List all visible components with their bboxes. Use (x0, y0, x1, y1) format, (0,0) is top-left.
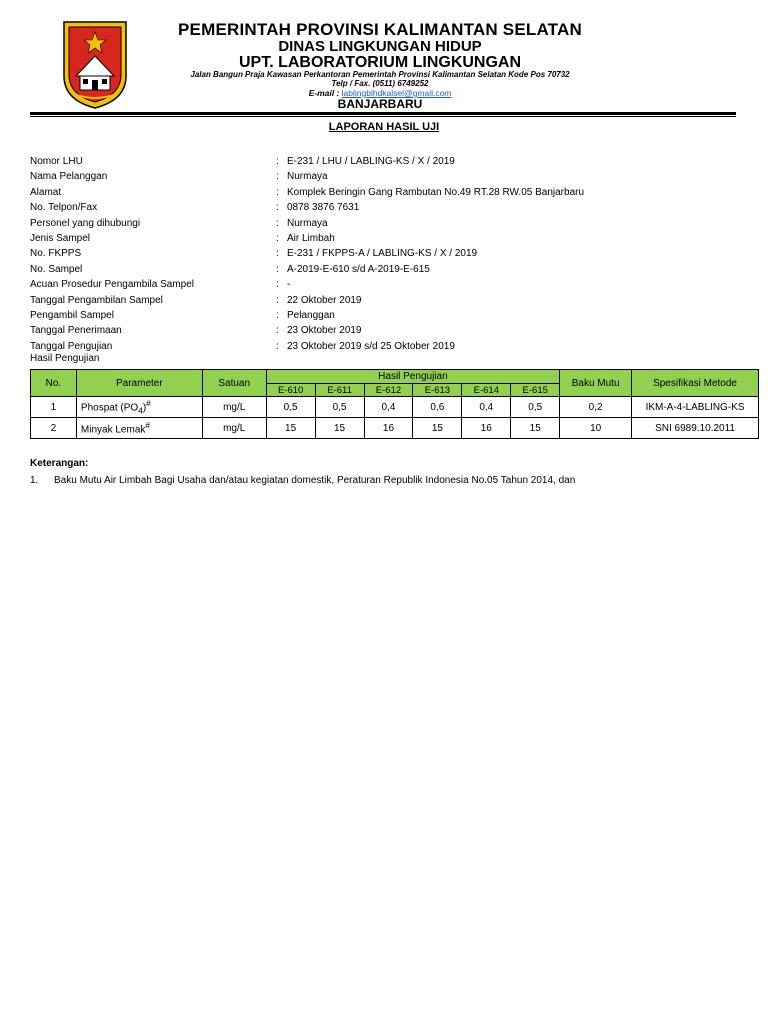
header-government: PEMERINTAH PROVINSI KALIMANTAN SELATAN (178, 20, 582, 39)
parameter-mark: # (146, 398, 151, 409)
info-colon: : (276, 217, 279, 229)
info-label: No. FKPPS (30, 248, 82, 260)
cell-value: 0,5 (266, 397, 315, 418)
cell-parameter (76, 418, 202, 439)
cell-value: 15 (511, 418, 560, 439)
info-colon: : (276, 325, 279, 337)
cell-parameter (76, 397, 202, 418)
info-colon: : (276, 279, 279, 291)
header-unit: UPT. LABORATORIUM LINGKUNGAN (238, 54, 522, 71)
header-department: DINAS LINGKUNGAN HIDUP (278, 38, 482, 55)
info-label: Pengambil Sampel (30, 309, 114, 321)
info-colon: : (276, 232, 279, 244)
info-value: Air Limbah (287, 232, 335, 244)
info-label: Tanggal Penerimaan (30, 325, 122, 337)
header-divider-thin (30, 116, 736, 117)
parameter-mark: # (145, 420, 151, 431)
table-row (31, 418, 759, 439)
info-value: - (287, 279, 291, 291)
header-email-label: E-mail : (308, 88, 342, 98)
info-value: 23 Oktober 2019 (287, 325, 362, 337)
header-hasil-pengujian: Hasil Pengujian (266, 370, 560, 384)
cell-spesifikasi: IKM-A-4-LABLING-KS (632, 397, 759, 418)
info-value: Pelanggan (287, 309, 335, 321)
results-label: Hasil Pengujian (30, 353, 100, 364)
header-no: No. (31, 370, 77, 397)
cell-unit: mg/L (202, 418, 266, 439)
info-colon: : (276, 248, 279, 260)
header-sample: E-614 (462, 384, 511, 397)
cell-no: 1 (31, 397, 77, 418)
cell-value: 0,6 (413, 397, 462, 418)
cell-baku-mutu: 0,2 (560, 397, 632, 418)
notes-heading: Keterangan: (30, 458, 89, 469)
info-colon: : (276, 309, 279, 321)
info-colon: : (276, 186, 279, 198)
note-number: 1. (30, 475, 39, 486)
header-parameter: Parameter (76, 370, 202, 397)
info-colon: : (276, 340, 279, 352)
cell-value: 0,5 (511, 397, 560, 418)
cell-no: 2 (31, 418, 77, 439)
info-label: Acuan Prosedur Pengambila Sampel (30, 279, 194, 291)
header-sample: E-613 (413, 384, 462, 397)
info-label: No. Sampel (30, 263, 83, 275)
header-satuan: Satuan (202, 370, 266, 397)
info-value: A-2019-E-610 s/d A-2019-E-615 (287, 263, 430, 275)
info-value: Nurmaya (287, 171, 328, 183)
info-label: Nomor LHU (30, 156, 83, 167)
note-item (30, 475, 575, 486)
cell-value: 0,4 (462, 397, 511, 418)
info-value: Komplek Beringin Gang Rambutan No.49 RT.28 RW.05 Banjarbaru (287, 186, 585, 198)
header-sample: E-615 (511, 384, 560, 397)
cell-value: 15 (266, 418, 315, 439)
parameter-name: Minyak Lemak (80, 424, 146, 436)
cell-value: 15 (315, 418, 364, 439)
info-value: E-231 / FKPPS-A / LABLING-KS / X / 2019 (287, 248, 478, 260)
cell-spesifikasi: SNI 6989.10.2011 (632, 418, 759, 439)
header-sample: E-610 (266, 384, 315, 397)
header-city: BANJARBARU (337, 97, 423, 111)
cell-value: 15 (413, 418, 462, 439)
cell-baku-mutu: 10 (560, 418, 632, 439)
letterhead (0, 0, 768, 120)
cell-value: 0,4 (364, 397, 413, 418)
info-colon: : (276, 156, 279, 167)
info-label: Personel yang dihubungi (30, 217, 141, 229)
cell-value: 0,5 (315, 397, 364, 418)
header-email-link[interactable]: lablingblhdkalsel@gmail.com (341, 88, 452, 98)
header-baku-mutu: Baku Mutu (560, 370, 632, 397)
header-spesifikasi-metode: Spesifikasi Metode (632, 370, 759, 397)
info-colon: : (276, 263, 279, 275)
info-label: Alamat (30, 186, 62, 198)
info-value: E-231 / LHU / LABLING-KS / X / 2019 (287, 156, 455, 167)
info-label: Jenis Sampel (30, 232, 91, 244)
info-colon: : (276, 171, 279, 183)
info-label: No. Telpon/Fax (30, 202, 98, 214)
table-row (31, 397, 759, 418)
info-value: 23 Oktober 2019 s/d 25 Oktober 2019 (287, 340, 455, 352)
info-label: Nama Pelanggan (30, 171, 108, 183)
parameter-name: Phospat (PO (80, 402, 139, 414)
header-address: Jalan Bangun Praja Kawasan Perkantoran Pemerintah Provinsi Kalimantan Selatan Kode Pos 70732 (190, 70, 570, 79)
parameter-subscript: 4 (138, 405, 143, 416)
info-label: Tanggal Pengujian (30, 340, 113, 352)
info-value: 22 Oktober 2019 (287, 294, 362, 306)
header-phone: Telp / Fax. (0511) 6749252 (331, 79, 429, 88)
header-divider-thick (30, 112, 736, 115)
info-value: Nurmaya (287, 217, 328, 229)
notes-section (30, 458, 575, 486)
provincial-emblem-icon (60, 18, 130, 110)
note-text: Baku Mutu Air Limbah Bagi Usaha dan/atau kegiatan domestik, Peraturan Republik Indonesia No.05 Tahun 2014, dan (54, 475, 576, 486)
cell-unit: mg/L (202, 397, 266, 418)
results-table (30, 369, 759, 439)
info-colon: : (276, 202, 279, 214)
report-title: LAPORAN HASIL UJI (328, 121, 440, 133)
header-sample: E-612 (364, 384, 413, 397)
cell-value: 16 (462, 418, 511, 439)
info-colon: : (276, 294, 279, 306)
cell-value: 16 (364, 418, 413, 439)
info-label: Tanggal Pengambilan Sampel (30, 294, 163, 306)
parameter-close: ) (142, 402, 147, 414)
header-sample: E-611 (315, 384, 364, 397)
info-value: 0878 3876 7631 (287, 202, 360, 214)
